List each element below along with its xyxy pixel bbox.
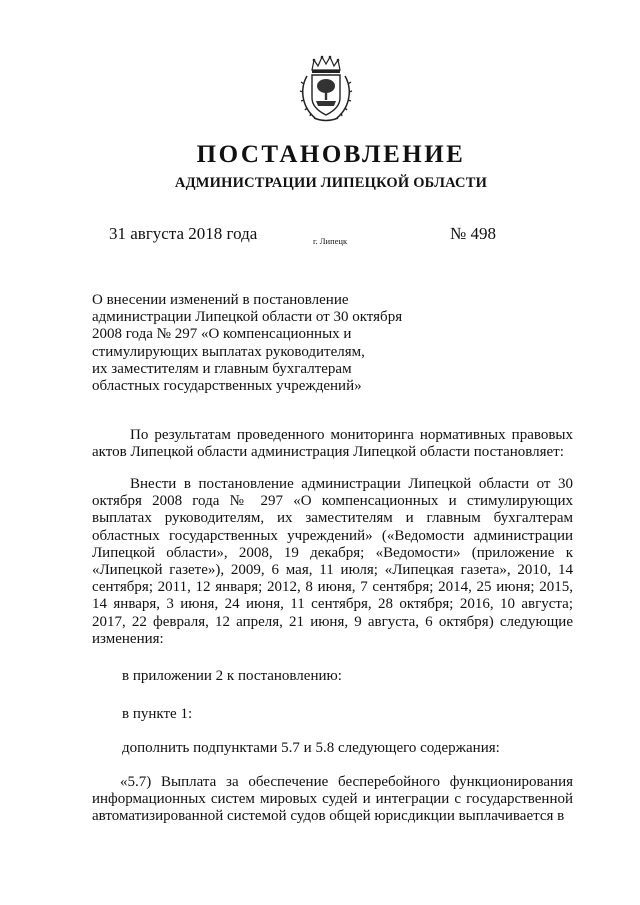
paragraph-appendix: в приложении 2 к постановлению: (122, 668, 342, 684)
paragraph-clause: в пункте 1: (122, 706, 193, 722)
document-heading (92, 292, 412, 395)
document-number: № 498 (450, 224, 496, 243)
issuing-authority: АДМИНИСТРАЦИИ ЛИПЕЦКОЙ ОБЛАСТИ (174, 175, 488, 191)
paragraph-addition: дополнить подпунктами 5.7 и 5.8 следующего содержания: (122, 740, 500, 756)
heading-line: О внесении изменений в постановление (92, 292, 349, 308)
paragraph-amendment: Внести в постановление администрации Липецкой области от 30 октября 2008 года № 297 «О компенсационных и стимулирующих выплатах руководителям, их заместителям и главным бухгалтерам областных государственных учреждений» («Ведомости администрации Липецкой области», 2008, 19 декабря; «Ведомости» (приложение к «Липецкой газете»), 2009, 6 мая, 11 июля; «Липецкая газета», 2010, 14 сентября; 2011, 12 января; 2012, 8 июня, 7 сентября; 2014, 25 июня; 2015, 14 января, 3 июня, 24 июня, 11 сентября, 28 октября; 2016, 10 августа; 2017, 22 февраля, 12 апреля, 21 июня, 9 августа, 6 октября) следующие изменения: (92, 476, 573, 647)
heading-line: стимулирующих выплатах руководителям, (92, 343, 365, 360)
document-title: ПОСТАНОВЛЕНИЕ (196, 141, 466, 168)
heading-line: администрации Липецкой области от 30 октября (92, 309, 403, 326)
heading-line: областных государственных учреждений» (92, 378, 362, 395)
document-city: г. Липецк (313, 236, 348, 246)
heading-line: 2008 года № 297 «О компенсационных и (92, 326, 352, 343)
paragraph-subclause-5-7: «5.7) Выплата за обеспечение бесперебойного функционирования информационных систем мировых судей и интеграции с государственной автоматизированной системой судов общей юрисдикции выплачивается в (92, 774, 573, 825)
heading-line: их заместителям и главным бухгалтерам (92, 360, 352, 377)
coat-of-arms-icon (298, 54, 354, 124)
document-date: 31 августа 2018 года (109, 224, 258, 243)
paragraph-preamble: По результатам проведенного мониторинга нормативных правовых актов Липецкой области администрация Липецкой области постановляет: (92, 427, 573, 461)
